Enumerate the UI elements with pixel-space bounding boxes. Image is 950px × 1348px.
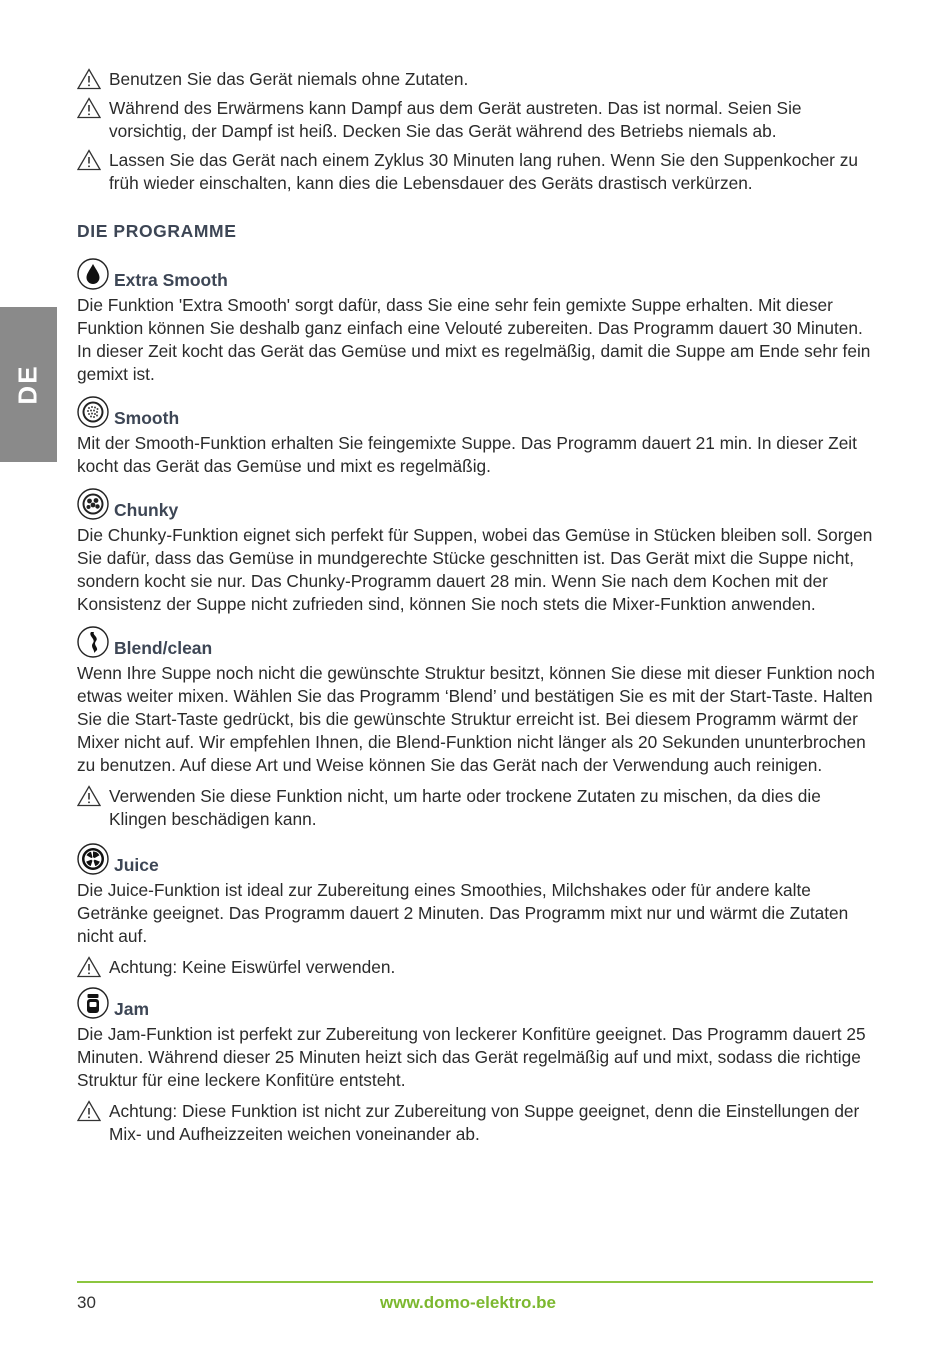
language-tab [0, 307, 57, 462]
warning-item [77, 785, 877, 831]
warning-text: Während des Erwärmens kann Dampf aus dem Gerät austreten. Das ist normal. Seien Sie vorsichtig, der Dampf ist heiß. Decken Sie das Gerät während des Betriebs niemals ab. [109, 98, 802, 141]
program-title: Blend/clean [114, 638, 213, 658]
program-header-smooth [77, 394, 877, 428]
program-title: Chunky [114, 500, 179, 520]
program-header-chunky [77, 486, 877, 520]
footer-divider [77, 1281, 873, 1283]
warning-text: Verwenden Sie diese Funktion nicht, um harte oder trockene Zutaten zu mischen, da dies die Klingen beschädigen kann. [109, 786, 821, 829]
program-description: Die Jam-Funktion ist perfekt zur Zubereitung von leckerer Konfitüre geeignet. Das Programm dauert 25 Minuten. Während dieser 25 Minuten heizt sich das Gerät regelmäßig auf und mixt, sodass die richtige Struktur für eine leckere Konfitüre entsteht. [77, 1024, 866, 1090]
warning-text: Achtung: Keine Eiswürfel verwenden. [109, 957, 396, 977]
juice-icon [77, 843, 109, 875]
program-header-blend-clean [77, 624, 877, 658]
warning-item [77, 97, 877, 143]
program-description: Die Funktion 'Extra Smooth' sorgt dafür, dass Sie eine sehr fein gemixte Suppe erhalten. Mit dieser Funktion können Sie deshalb ganz einfach eine Velouté zubereiten. Das Programm dauert 30 Minuten. In dieser Zeit kocht das Gerät das Gemüse und mixt es regelmäßig, damit die Suppe am Ende sehr fein gemixt ist. [77, 295, 871, 384]
warning-item [77, 68, 877, 91]
program-description: Mit der Smooth-Funktion erhalten Sie feingemixte Suppe. Das Programm dauert 21 min. In dieser Zeit kocht das Gerät das Gemüse und mixt es regelmäßig. [77, 433, 857, 476]
program-description: Die Chunky-Funktion eignet sich perfekt für Suppen, wobei das Gemüse in Stücken bleiben soll. Sorgen Sie dafür, dass das Gemüse in mundgerechte Stücke geschnitten ist. Das Gerät mixt die Suppe nicht, sondern kocht sie nur. Das Chunky-Programm dauert 28 min. Wenn Sie nach dem Kochen mit der Konsistenz der Suppe nicht zufrieden sind, können Sie noch stets die Mixer-Funktion anwenden. [77, 525, 873, 614]
drop-icon [77, 258, 109, 290]
warning-icon [77, 785, 101, 807]
warning-text: Lassen Sie das Gerät nach einem Zyklus 30 Minuten lang ruhen. Wenn Sie den Suppenkocher zu früh wieder einschalten, kann dies die Lebensdauer des Geräts drastisch verkürzen. [109, 150, 858, 193]
warning-icon [77, 1100, 101, 1122]
program-title: Juice [114, 855, 159, 875]
warning-icon [77, 97, 101, 119]
jam-jar-icon [77, 987, 109, 1019]
smooth-bowl-icon [77, 396, 109, 428]
warning-icon [77, 149, 101, 171]
program-title: Smooth [114, 408, 180, 428]
language-tab-label: DE [13, 364, 43, 405]
page-content [77, 68, 877, 1152]
footer-url-link[interactable]: www.domo-elektro.be [380, 1293, 557, 1312]
warning-item [77, 1100, 877, 1146]
program-description: Wenn Ihre Suppe noch nicht die gewünschte Struktur besitzt, können Sie diese mit dieser Funktion noch etwas weiter mixen. Wählen Sie das Programm ‘Blend’ und bestätigen Sie es mit der Start-Taste. Halten Sie die Start-Taste gedrückt, bis die gewünschte Struktur erreicht ist. Bei diesem Programm wärmt der Mixer nicht auf. Wir empfehlen Ihnen, die Blend-Funktion nicht länger als 20 Sekunden ununterbrochen zu benutzen. Auf diese Art und Weise können Sie das Gerät nach der Verwendung auch reinigen. [77, 663, 875, 775]
program-header-jam [77, 985, 877, 1019]
program-title: Jam [114, 999, 150, 1019]
warning-icon [77, 68, 101, 90]
warning-item [77, 149, 877, 195]
program-header-juice [77, 841, 877, 875]
page-number: 30 [77, 1293, 96, 1312]
program-description: Die Juice-Funktion ist ideal zur Zubereitung eines Smoothies, Milchshakes oder für andere kalte Getränke geeignet. Das Programm dauert 2 Minuten. Das Programm mixt nur und wärmt die Zutaten nicht auf. [77, 880, 849, 946]
warning-text: Achtung: Diese Funktion ist nicht zur Zubereitung von Suppe geeignet, denn die Einstellungen der Mix- und Aufheizzeiten weichen voneinander ab. [109, 1101, 860, 1144]
chunky-bowl-icon [77, 488, 109, 520]
blend-icon [77, 626, 109, 658]
warning-icon [77, 956, 101, 978]
program-title: Extra Smooth [114, 270, 228, 290]
program-header-extra-smooth [77, 256, 877, 290]
warning-text: Benutzen Sie das Gerät niemals ohne Zutaten. [109, 69, 469, 89]
warning-item [77, 956, 877, 979]
section-heading: DIE PROGRAMME [77, 221, 237, 241]
